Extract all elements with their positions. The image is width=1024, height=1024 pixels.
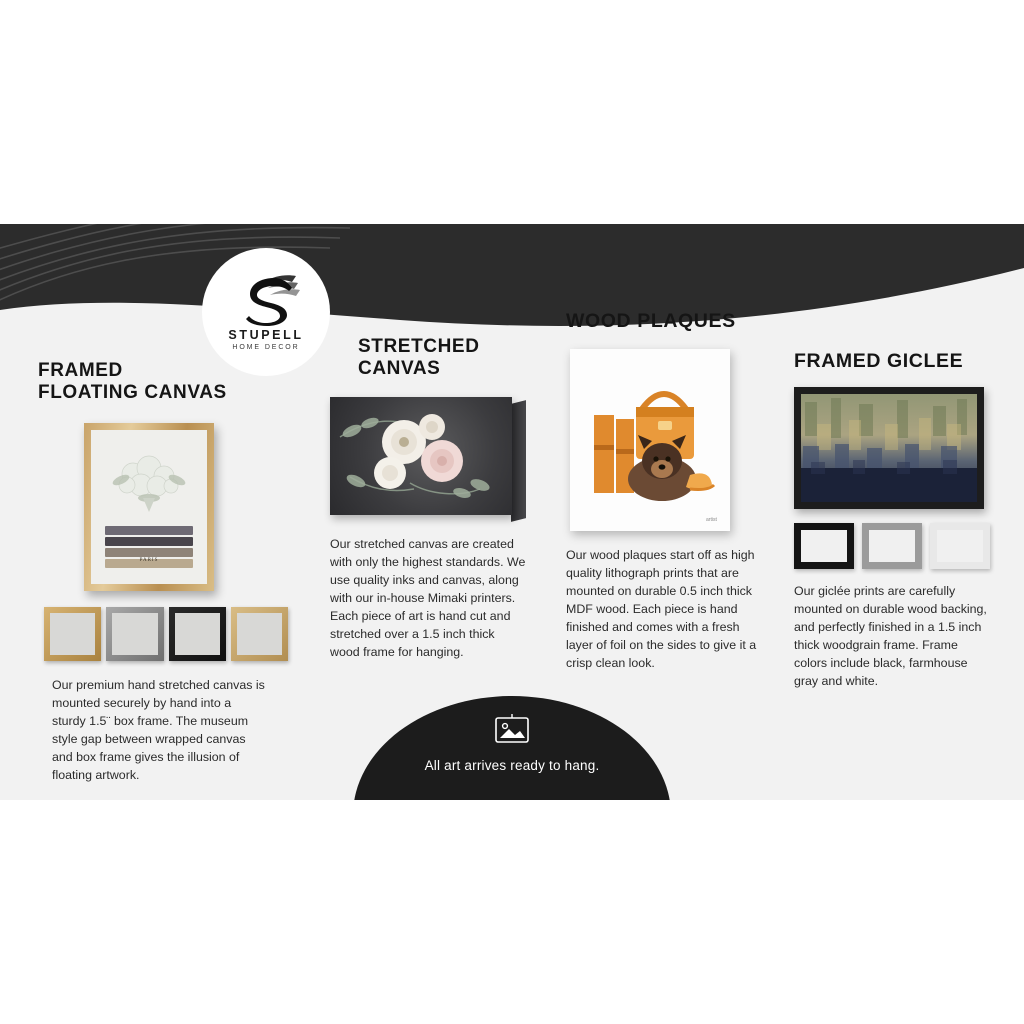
hydrangea-bouquet-icon: [107, 454, 191, 520]
stacked-books: [105, 524, 193, 564]
swatch-inner: [237, 613, 282, 655]
framed-giclee-art: [794, 387, 984, 509]
column-title: [358, 336, 535, 381]
canvas-face: [330, 397, 512, 515]
picture-frame-icon: [353, 713, 671, 750]
floral-artwork-icon: [330, 397, 512, 515]
frame-color-swatches: [44, 607, 288, 661]
column-title-line1: WOOD PLAQUES: [566, 310, 736, 332]
column-title-line2: CANVAS: [358, 358, 441, 380]
column-title-line1: FRAMED GICLEE: [794, 350, 964, 372]
gold-frame-swatch[interactable]: [44, 607, 101, 661]
swatch-inner: [112, 613, 157, 655]
column-description: Our wood plaques start off as high quality lithograph prints that are mounted on durable 0.5 inch thick MDF wood. Each piece is hand finished and comes with a fresh layer of foil on the sides to give it a crisp clean look.: [566, 548, 757, 670]
framed-floating-canvas-art: [84, 423, 214, 591]
wood-plaque-art: [570, 349, 730, 531]
top-wave-band: [0, 224, 1024, 334]
black-frame-chip[interactable]: [794, 523, 854, 569]
book-paris: [105, 559, 193, 568]
book: [105, 548, 193, 557]
column-description: Our premium hand stretched canvas is mounted securely by hand into a sturdy 1.5¨ box frame. The museum style gap between wrapped canvas and box frame gives the illusion of floating artwork.: [52, 677, 265, 782]
abstract-landscape-artwork: [801, 394, 977, 502]
book-label: PARIS: [139, 557, 159, 563]
black-frame-swatch[interactable]: [169, 607, 226, 661]
column-title-line2: FLOATING CANVAS: [38, 382, 227, 404]
brand-logo-badge: [202, 248, 330, 376]
brand-tagline: HOME DECOR: [232, 343, 300, 351]
column-wood-plaques: [566, 310, 766, 673]
ready-to-hang-banner: [353, 696, 671, 800]
column-title: [566, 310, 766, 333]
swatch-inner: [50, 613, 95, 655]
column-title-line1: STRETCHED: [358, 336, 480, 357]
stupell-swan-icon: [230, 274, 302, 326]
stretched-canvas-art: [330, 397, 526, 522]
gold-box-frame: [84, 423, 214, 591]
gray-frame-swatch[interactable]: [106, 607, 163, 661]
artwork-face: [91, 430, 207, 584]
product-info-graphic: [0, 224, 1024, 800]
column-title-line1: FRAMED: [38, 360, 123, 381]
giclee-frame-chips: [794, 523, 994, 569]
abstract-brushstrokes-icon: [801, 394, 977, 502]
swatch-inner: [175, 613, 220, 655]
book: [105, 526, 193, 535]
gray-frame-chip[interactable]: [862, 523, 922, 569]
column-stretched-canvas: [330, 336, 535, 662]
dog-with-handbag-icon: [570, 349, 730, 531]
canvas-side-edge: [511, 400, 526, 522]
white-frame-chip[interactable]: [930, 523, 990, 569]
book: [105, 537, 193, 546]
column-framed-floating-canvas: [38, 360, 288, 785]
svg-text:artist: artist: [706, 517, 717, 523]
column-title: [794, 350, 994, 373]
ready-to-hang-text: All art arrives ready to hang.: [424, 758, 600, 773]
column-description: Our giclée prints are carefully mounted on durable wood backing, and perfectly finished in a 1.5 inch thick woodgrain frame. Frame colors include black, farmhouse gray and white.: [794, 584, 987, 688]
column-description: Our stretched canvas are created with only the highest standards. We use quality inks and canvas, along with our in-house Mimaki printers. Each piece of art is hand cut and stretched over a 1.5 inch thick wood frame for hanging.: [330, 536, 526, 659]
natural-wood-frame-swatch[interactable]: [231, 607, 288, 661]
column-framed-giclee: [794, 350, 994, 691]
brand-name: STUPELL: [228, 327, 304, 342]
